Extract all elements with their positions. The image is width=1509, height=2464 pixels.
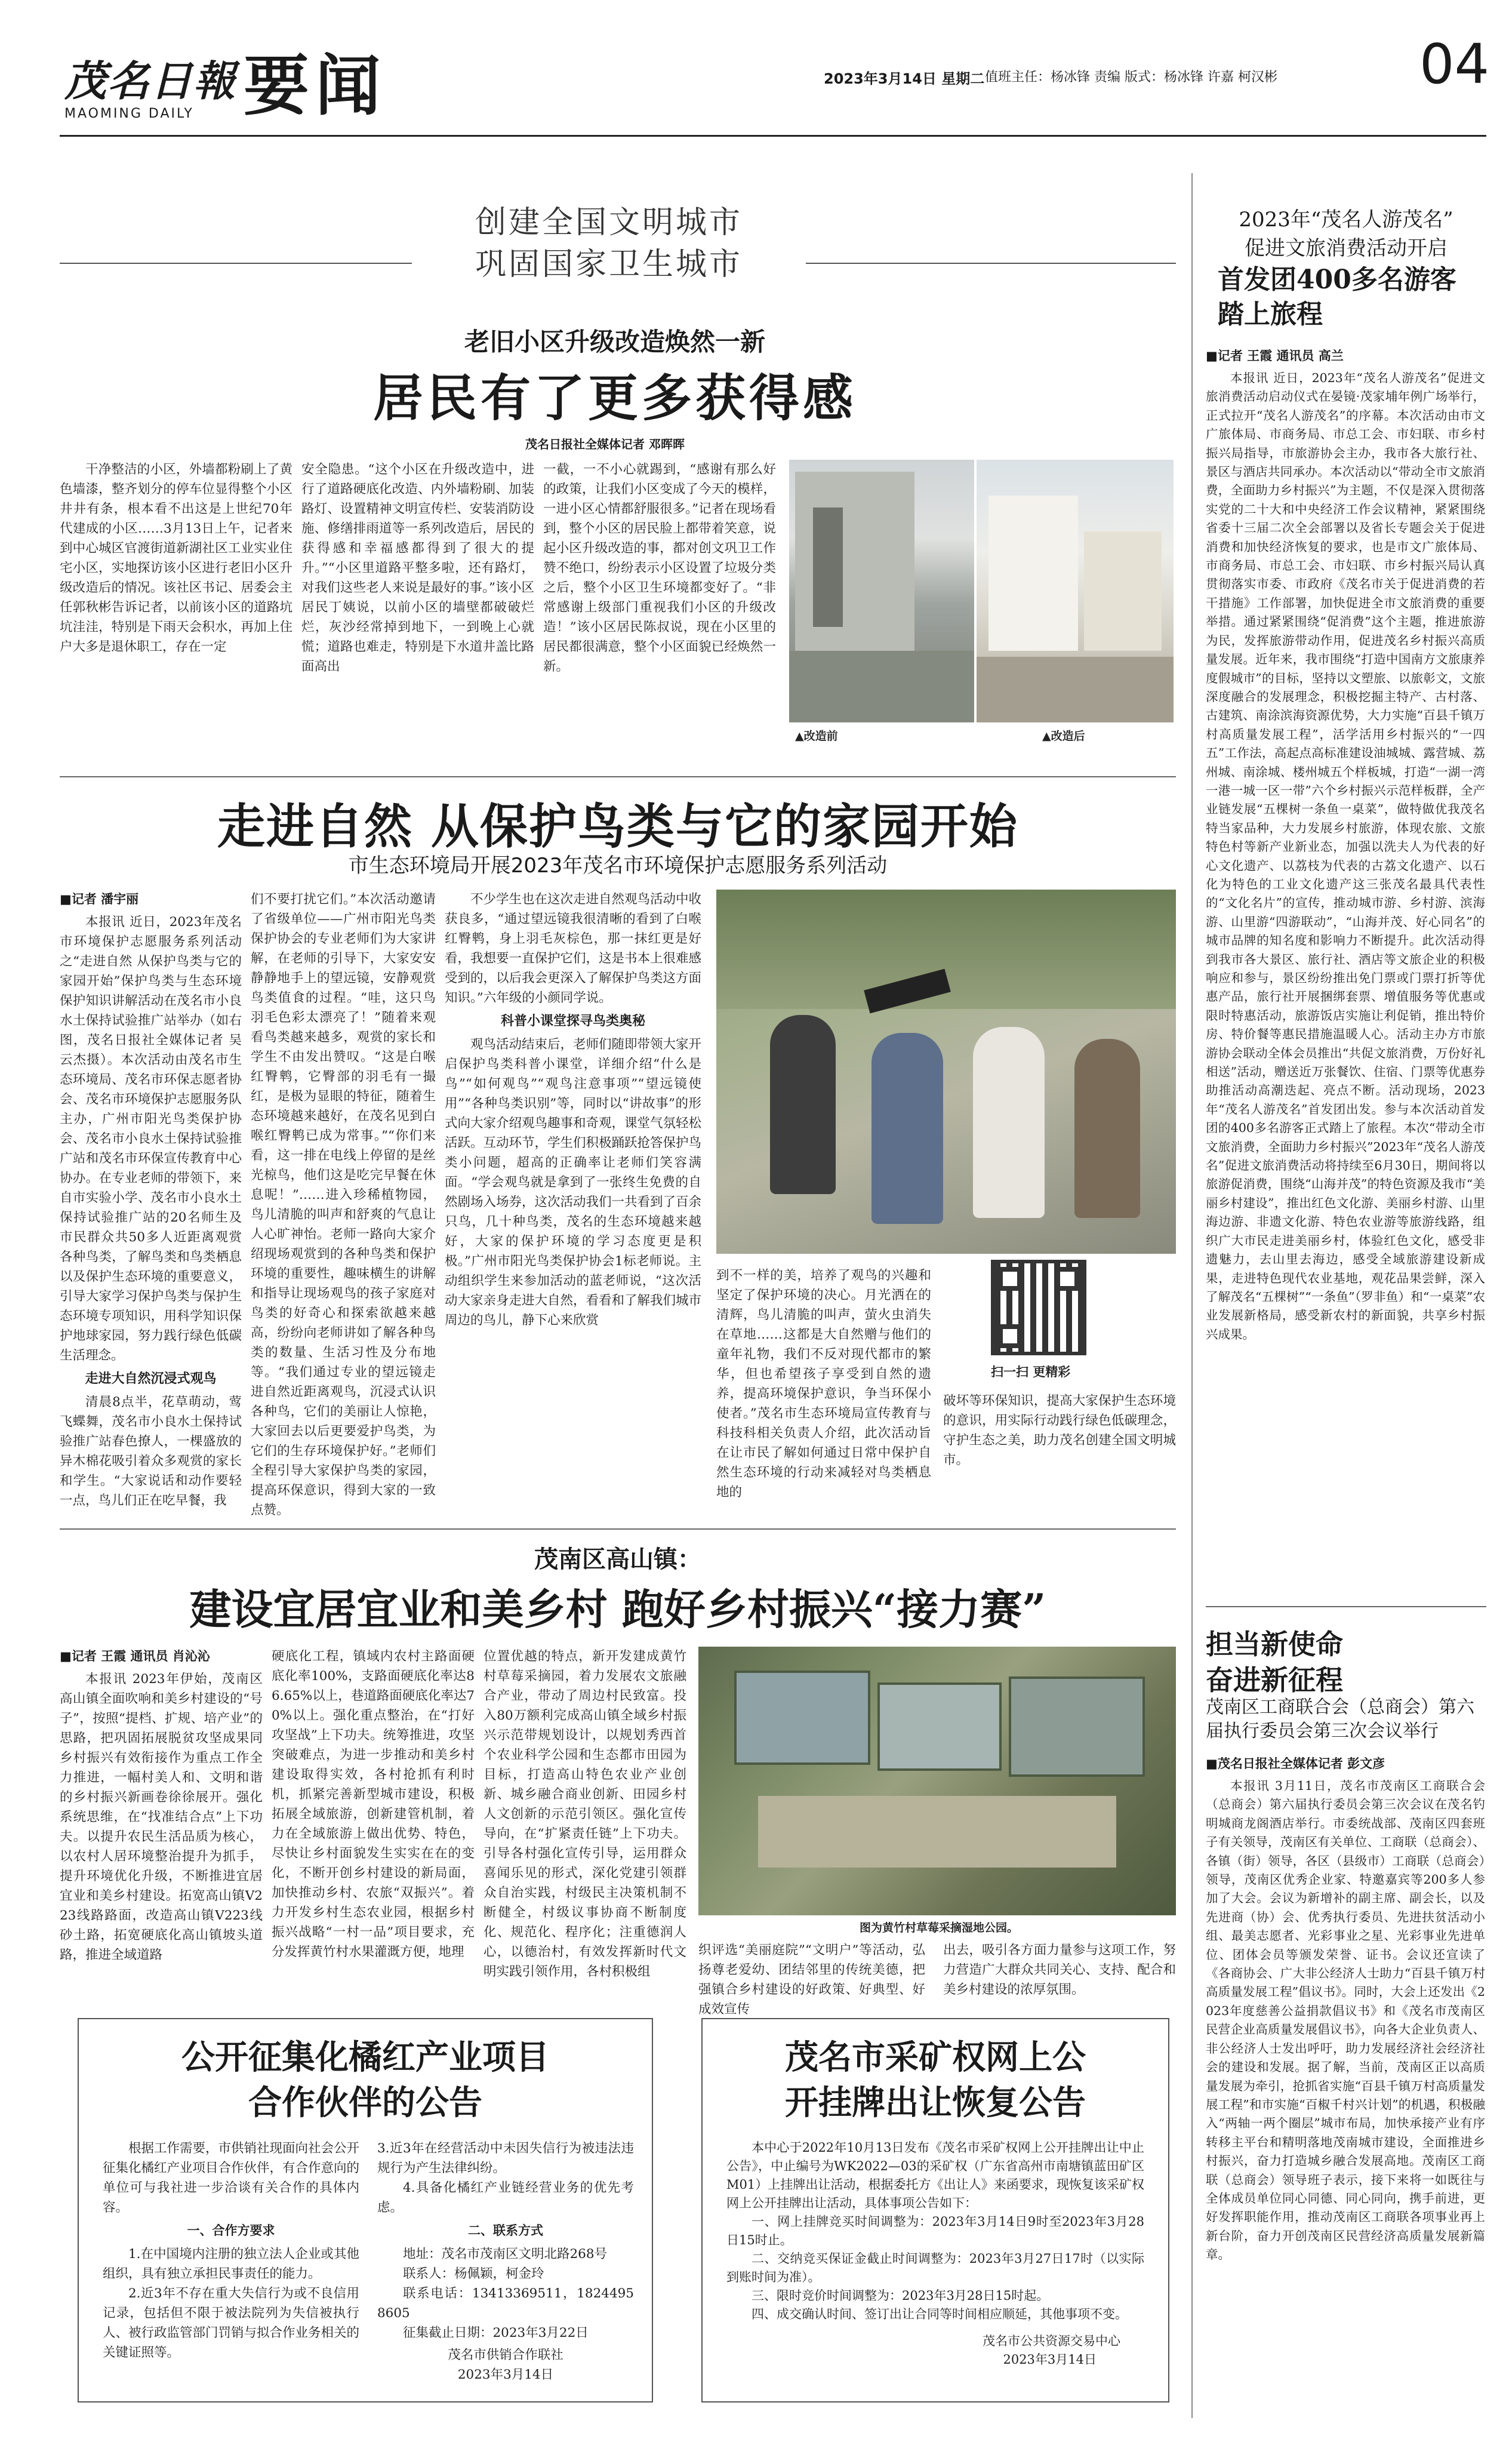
article-3-col-5: 出去，吸引各方面力量参与这项工作，努力营造广大群众共同关心、支持、配合和美乡村建设的浓厚氛围。	[943, 1943, 1176, 1997]
paper-logo	[64, 57, 244, 122]
rule-after-article-1	[60, 776, 1176, 777]
article-1-byline: 茂名日报社全媒体记者 邓晖晖	[525, 437, 685, 451]
editors-line: 值班主任：杨冰锋 责编 版式：杨冰锋 许嘉 柯汉彬	[985, 70, 1277, 85]
notice-2	[701, 2018, 1169, 2403]
notice-2-title-2: 开挂牌出让恢复公告	[785, 2083, 1086, 2122]
section-title: 要闻	[244, 48, 387, 124]
article-3-byline: ■记者 王霞 通讯员 肖沁沁	[60, 1649, 210, 1663]
notice-1-title-2: 合作伙伴的公告	[248, 2083, 482, 2122]
masthead-rule	[60, 135, 1486, 137]
page-number: 04	[1419, 32, 1490, 96]
notice-2-title-1: 茂名市采矿权网上公	[785, 2038, 1086, 2077]
sidebar-1-headline: 首发团400多名游客踏上旅程	[1218, 264, 1456, 330]
qr-caption: 扫一扫 更精彩	[991, 1365, 1071, 1379]
article-3-col-2: 硬底化工程，镇域内农村主路面硬底化率100%，支路面硬底化率达86.65%以上，巷道路面硬底化率达70%以上。强化重点整治，在“打好攻坚战”上下功夫。统筹推进，攻坚突破难点，为进一步推动和美乡村建设取得实效，各村抢抓有利时机，抓紧完善新型城市建设，积极拓展全域旅游，创新建管机制，着力在全域旅游上做出优势、特色，尽快让乡村面貌发生实实在在的变化，不断开创乡村建设的新局面，加快推动乡村、农旅“双振兴”。着力开发乡村生态农业园，根据乡村振兴战略“一村一品”项目要求，充分发挥黄竹村水果灌溉方便，地理	[272, 1649, 475, 1959]
sidebar-1-byline: ■记者 王霞 通讯员 高兰	[1206, 349, 1344, 363]
sidebar-2-headline-2: 奋进新征程	[1206, 1664, 1343, 1696]
article-3-col-3: 位置优越的特点，新开发建成黄竹村草莓采摘园，着力发展农文旅融合产业，带动了周边村民致富。投入80万额利完成高山镇全域乡村振兴示范带规划设计，以规划秀西首个农业科学公园和生态都市田园为目标，打造高山特色农业产业创新、城乡融合商业创新、田园乡村人文创新的示范引领区。强化宣传导向，在“扩紧责任链”上下功夫。引导各村强化宣传引导，运用群众喜闻乐见的形式，深化党建引领群众自治实践，村级民主决策机制不断健全，村级议事协商不断制度化、规范化、程序化；注重德润人心，以德治村，有效发挥新时代文明实践引领作用，各村积极组	[484, 1649, 686, 1979]
qr-code[interactable]	[991, 1260, 1086, 1355]
article-3-kicker: 茂南区高山镇：	[534, 1545, 701, 1573]
paper-name: 茂名日報	[64, 56, 236, 106]
rule-after-article-2	[60, 1528, 1176, 1530]
article-3-headline: 建设宜居宜业和美乡村 跑好乡村振兴“接力赛”	[189, 1585, 1046, 1634]
sidebar-1-body: 本报讯 近日，2023年“茂名人游茂名”促进文旅消费活动启动仪式在晏镜·茂家埔年例广场举行，正式拉开“茂名人游茂名”的序幕。本次活动由市文广旅体局、市商务局、市总工会、市妇联、市乡村振兴局指导，市旅游协会主办，我市各大旅行社、景区与酒店共同承办。本次活动以“带动全市文旅消费，全面助力乡村振兴”为主题，不仅是深入贯彻落实党的二十大和中央经济工作会议精神，紧紧围绕省委十三届二次全会部署以及省长专题会关于促进消费和加快经济恢复的要求，也是市文广旅体局、市商务局、市总工会、市妇联、市乡村振兴局认真贯彻落实市委、市政府《茂名市关于促进消费的若干措施》工作部署，加快促进全市文旅消费的重要举措。通过紧紧围绕“促消费”这个主题，推进旅游为民，发挥旅游带动作用，促进茂名乡村振兴高质量发展。近年来，我市围绕“打造中国南方文旅康养度假城市”的目标，坚持以文塑旅、以旅彰文，文旅深度融合的发展理念，积极挖掘主特产、古村落、古建筑、南涂滨海资源优势，大力实施“百县千镇万村高质量发展工程”，活学活用乡村振兴的“一四五”工作法，高起点高标准建设油城城、露营城、荔州城、南涂城、楼州城五个样板城，打造“一湖一湾一港一城一区一带”六个乡村振兴示范样板群，全产业链发展“五棵树一条鱼一桌菜”，做特做优我茂名特当家品种，大力发展乡村旅游，体现农旅、文旅特色村等新产业新业态，加强以洗夫人为代表的好心文化遗产、以荔枝为代表的古荔文化遗产、以石化为特色的工业文化遗产这三张茂名最具代表性的“文化名片”的宣传，推动城市游、乡村游、滨海游、山里游“四游联动”，“山海并茂、好心同名”的城市品牌的知名度和影响力不断提升。此次活动得到我市各大景区、旅行社、酒店等文旅企业的积极响应和参与，景区纷纷推出免门票或门票打折等优惠产品，旅行社开展捆绑套票、增值服务等优惠或限时特惠活动，旅游饭店实施让利促销，推出特价房、特价餐等惠民措施温暖人心。活动主办方市旅游协会联动全体会员推出“共促文旅消费，万份好礼相送”活动，赠送近万张餐饮、住宿、门票等优惠券助推活动高潮迭起、亮点不断。活动现场，2023年“茂名人游茂名”首发团出发。参与本次活动首发团的400多名游客正式踏上了旅程。本次“带动全市文旅消费，全面助力乡村振兴”2023年“茂名人游茂名”促进文旅消费活动将持续至6月30日，期间将以旅游促消费，围绕“山海并茂”的特色资源及我市“美丽乡村建设”，推出红色文化游、美丽乡村游、山里海边游、非遗文化游、特色农业游等旅游线路，组织广大市民走进美丽乡村，体验红色文化，感受非遗魅力，去山里去海边，感受全域旅游建设新成果，走进特色现代农业基地，观花品果尝鲜，深入了解茂名“五棵树”“一条鱼”（罗非鱼）和“一桌菜”农业发展新格局，感受新农村的新面貌，共享乡村振兴成果。	[1206, 371, 1485, 1342]
photo-before	[789, 460, 974, 722]
article-2-col-5: 破坏等环保知识，提高大家保护生态环境的意识，用实际行动践行绿色低碳理念，守护生态之美，助力茂名创建全国文明城市。	[943, 1394, 1176, 1468]
notice-2-body: 本中心于2022年10月13日发布《茂名市采矿权网上公开挂牌出让中止公告》，中止编号为WK2022—03的采矿权（广东省高州市南塘镇蓝田矿区M01）上挂牌出让活动，根据委托方《出让人》来函要求，现恢复该采矿权网上公开挂牌出让活动，具体事项公告如下： 一、网上挂牌竞买时间调整为：2023年3月14日9时至2023年3月28日15时止。 二、交纳竞买保证金截止时间调整为：2023年3月27日17时（以实际到账时间为准）。 三、限时竞价时间调整为：2023年3月28日15时起。 四、成交确认时间、签订出让合同等时间相应顺延，其他事项不变。 茂名市公共资源交易中心 2023年3月14日	[726, 2140, 1144, 2367]
sidebar-2-headline-1: 担当新使命	[1206, 1628, 1343, 1660]
sidebar-divider	[1191, 173, 1193, 2418]
article-1-col-1: 干净整洁的小区，外墙都粉刷上了黄色墙漆，整齐划分的停车位显得整个小区井井有条，根本看不出这是上世纪70年代建成的小区……3月13日上午，记者来到中心城区官渡街道新湖社区工业实业住宅小区，实地探访该小区进行老旧小区升级改造后的情况。该社区书记、居委会主任郭秋彬告诉记者，以前该小区的道路坑坑洼洼，特别是下雨天会积水，再加上住户大多是退休职工，存在一定	[60, 462, 292, 654]
caption-after: ▲改造后	[1042, 730, 1085, 743]
banner-rule-left	[60, 263, 412, 264]
notice-1	[78, 2018, 653, 2403]
sidebar-1-kicker-2: 促进文旅消费活动开启	[1245, 236, 1448, 260]
article-1-headline: 居民有了更多获得感	[372, 368, 857, 427]
article-2-byline: ■记者 潘宇丽	[60, 892, 139, 906]
article-2-headline: 走进自然 从保护鸟类与它的家园开始	[217, 798, 1018, 854]
notice-1-title-1: 公开征集化橘红产业项目	[181, 2038, 549, 2077]
article-3-col-1: 本报讯 2023年伊始，茂南区高山镇全面吹响和美乡村建设的“号子”，按照“提档、扩规、培产业”的思路，把巩固拓展脱贫攻坚成果同乡村振兴有效衔接作为重点工作全力推进，一幅村美人和、文明和谐的乡村振兴新画卷徐徐展开。强化系统思维，在“找准结合点”上下功夫。以提升农民生活品质为核心，以农村人居环境整治提升为抓手，提升环境优化升级，不断推进宜居宜业和美乡村建设。拓宽高山镇V223线路路面，改造高山镇V223线砂土路，拓宽硬底化高山镇坡头道路，推进全域道路	[60, 1672, 263, 1962]
aerial-caption: 图为黄竹村草莓采摘湿地公园。	[860, 1921, 1019, 1934]
notice-1-left: 根据工作需要，市供销社现面向社会公开征集化橘红产业项目合作伙伴，有合作意向的单位可与我社进一步洽谈有关合作的具体内容。 一、合作方要求 1.在中国境内注册的独立法人企业或其他组织，具有独立承担民事责任的能力。 2.近3年不存在重大失信行为或不良信用记录，包括但不限于被法院列为失信被执行人、被行政监管部门罚销与拟合作业务相关的关键证照等。	[103, 2141, 360, 2360]
sidebar-2-subhead: 茂南区工商联合会（总商会）第六届执行委员会第三次会议举行	[1206, 1697, 1474, 1742]
article-2-subhead: 市生态环境局开展2023年茂名市环境保护志愿服务系列活动	[348, 854, 888, 878]
caption-before: ▲改造前	[795, 730, 838, 743]
sidebar-1-kicker-1: 2023年“茂名人游茂名”	[1239, 208, 1453, 232]
article-2-col-2: 们不要打扰它们。”本次活动邀请了省级单位——广州市阳光鸟类保护协会的专业老师们为大家讲解，在老师的引导下，大家安安静静地手上的望远镜，安静观赏鸟类值食的过程。“哇，这只鸟羽毛色彩太漂亮了！”随着来观看鸟类越来越多，观赏的家长和学生不由发出赞叹。“这是白喉红臀鹎，它臀部的羽毛有一撮红，是极为显眼的特征，随着生态环境越来越好，在茂名见到白喉红臀鹎已成为常事。”“你们来看，这一排在电线上停留的是丝光椋鸟，他们这是吃完早餐在休息呢！”……进入珍稀植物园，鸟儿清脆的叫声和舒爽的气息让人心旷神怡。老师一路向大家介绍现场观赏到的各种鸟类和保护环境的重要性，趣味横生的讲解和指导让现场观鸟的孩子家庭对鸟类的好奇心和探索欲越来越高，纷纷向老师讲如了解各种鸟类的数量、生活习性及分布地等。“我们通过专业的望远镜走进自然近距离观鸟，沉浸式认识各种鸟，它们的美丽让人惊艳，大家回去以后更要爱护鸟类，为它们的生存环境保护好。”老师们全程引导大家保护鸟类的家园，提高环保意识，得到大家的一致点赞。	[251, 892, 436, 1518]
article-2-col-1: 本报讯 近日，2023年茂名市环境保护志愿服务系列活动之“走进自然 从保护鸟类与它的家园开始”保护鸟类与生态环境保护知识讲解活动在茂名市小良水土保持试验推广站举办（如右图，茂名日报社全媒体记者 吴云杰摄）。本次活动由茂名市生态环境局、茂名市环保志愿者协会、茂名市环境保护志愿服务队主办，广州市阳光鸟类保护协会、茂名市小良水土保持试验推广站和茂名市环保宣传教育中心协办。在专业老师的带领下，来自市实验小学、茂名市小良水土保持试验推广站的20名师生及市民群众共50多人近距离观赏各种鸟类，了解鸟类和鸟类栖息以及保护生态环境的重要意义，引导大家学习保护鸟类与保护生态环境专项知识，用科学知识保护地球家园，努力践行绿色低碳生活理念。 走进大自然沉浸式观鸟 清晨8点半，花草萌动，莺飞蝶舞，茂名市小良水土保持试验推广站春色撩人，一棵盛放的异木棉花吸引着众多观赏的家长和学生。“大家说话和动作要轻一点，鸟儿们正在吃早餐，我	[60, 915, 242, 1508]
notice-1-right: 3.近3年在经营活动中未因失信行为被违法违规行为产生法律纠纷。 4.具备化橘红产业链经营业务的优先考虑。 二、联系方式 地址：茂名市茂南区文明北路268号 联系人：杨佩颖，柯金玲 联系电话：13413369511，18244958605 征集截止日期：2023年3月22日 茂名市供销合作联社 2023年3月14日	[377, 2141, 634, 2382]
campaign-line-1: 创建全国文明城市	[475, 205, 743, 241]
paper-name-en: MAOMING DAILY	[64, 106, 194, 121]
article-1-kicker: 老旧小区升级改造焕然一新	[464, 327, 765, 356]
article-2-col-4: 到不一样的美，培养了观鸟的兴趣和坚定了保护环境的决心。月光洒在的清辉，鸟儿清脆的叫声，萤火虫消失在草地……这都是大自然赠与他们的童年礼物，我们不反对现代都市的繁华，但也希望孩子享受到自然的遗养，提高环境保护意识，争当环保小使者。”茂名市生态环境局宣传教育与科技科相关负责人介绍，此次活动旨在让市民了解如何通过日常中保护自然生态环境的行动来减轻对鸟类栖息地的	[716, 1268, 931, 1500]
article-2-subhead-1: 走进大自然沉浸式观鸟	[85, 1371, 217, 1386]
article-1-col-2: 安全隐患。“这个小区在升级改造中，进行了道路硬底化改造、内外墙粉刷、加装路灯、设置精神文明宣传栏、安装消防设施、修缮排雨道等一系列改造后，居民的获得感和幸福感都得到了很大的提升。”“小区里道路平整多啦，还有路灯，对我们这些老人来说是最好的事。”该小区居民丁姨说，以前小区的墙壁都破破烂烂，灰沙经常掉到地下，一到晚上心就慌；道路也难走，特别是下水道井盖比路面高出	[301, 462, 534, 674]
photo-aerial	[698, 1647, 1176, 1915]
photo-after	[977, 460, 1174, 722]
sidebar-2-body: 本报讯 3月11日，茂名市茂南区工商联合会（总商会）第六届执行委员会第三次会议在茂名钓明城商龙阁酒店举行。市委统战部、茂南区四套班子有关领导，茂南区有关单位、工商联（总商会）、各镇（街）领导，各区（县级市）工商联（总商会）领导，茂南区优秀企业家、特邀嘉宾等200多人参加了大会。会议为新增补的副主席、副会长，以及先进商（协）会、优秀执行委员、先进扶贫活动小组、最美志愿者、光彩事业之星、光彩事业先进单位、团体会员等颁发荣誉、证书。会议还宣读了《各商协会、广大非公经济人士助力“百县千镇万村高质量发展工程”倡议书》。同时，大会上还发出《2023年度慈善公益捐款倡议书》和《茂名市茂南区民营企业高质量发展倡议书》，向各大企业负责人、非公经济人士发出呼吁，助力发展经济社会经济社会的建设和发展。据了解，当前，茂南区正以高质量发展为牵引，抢抓省实施“百县千镇万村高质量发展工程”和市实施“百椒千村兴计划”的机遇，积极融入“两轴一两个圈层”城市布局，加快承接产业有序转移主平台和精明落地茂南城市建设，全面推进乡村振兴，奋力打造城乡融合发展高地。茂南区工商联（总商会）领导班子表示，接下来将一如既往与全体成员单位同心同德、同心同向，携手前进，更好发挥职能作用，推动茂南区工商联各项事业再上新台阶，奋力开创茂南区民营经济高质量发展新篇章。	[1206, 1779, 1485, 2262]
date-line: 2023年3月14日 星期二	[824, 70, 985, 87]
article-1-col-3: 一截，一不小心就踢到，“感谢有那么好的政策，让我们小区变成了今天的模样，一进小区心情都舒服很多。”记者在现场看到，整个小区的居民脸上都带着笑意，说起小区升级改造的事，都对创文巩卫工作赞不绝口，纷纷表示小区设置了垃圾分类之后，整个小区卫生环境都变好了。“非常感谢上级部门重视我们小区的升级改造！”该小区居民陈叔说，现在小区里的居民都很满意，整个小区面貌已经焕然一新。	[543, 462, 776, 674]
banner-rule-right	[806, 263, 1176, 264]
article-3-col-4: 织评选“美丽庭院”“文明户”等活动，弘扬尊老爱幼、团结邻里的传统美德，把强镇合乡村建设的好政策、好典型、好成效宣传	[698, 1943, 925, 2017]
article-2-col-3: 不少学生也在这次走进自然观鸟活动中收获良多，“通过望远镜我很清晰的看到了白喉红臀鹎，身上羽毛灰棕色，那一抹红更是好看，我想要一直保护它们，这是书本上很难感受到的，以后我会更深入了解保护鸟类这方面知识。”六年级的小颜同学说。 科普小课堂探寻鸟类奥秘 观鸟活动结束后，老师们随即带领大家开启保护鸟类科普小课堂，详细介绍“什么是鸟”“如何观鸟”“观鸟注意事项”“望远镜使用”“各种鸟类识别”等，同时以“讲故事”的形式向大家介绍观鸟趣事和奇观，课堂气氛轻松活跃。互动环节，学生们积极踊跃抢答保护鸟类小问题，超高的正确率让老师们笑容满面。“学会观鸟就是拿到了一张终生免费的自然剧场入场券，这次活动我们一共看到了百余只鸟，几十种鸟类，茂名的生态环境越来越好，大家的保护环境的学习态度更是积极。”广州市阳光鸟类保护协会1标老师说。主动组织学生来参加活动的蓝老师说，“这次活动大家亲身走进大自然，看看和了解我们城市周边的鸟儿，静下心来欣赏	[445, 892, 702, 1328]
sidebar-2-byline: ■茂名日报社全媒体记者 彭文彦	[1206, 1757, 1385, 1771]
campaign-line-2: 巩固国家卫生城市	[475, 247, 743, 282]
article-2-subhead-2: 科普小课堂探寻鸟类奥秘	[500, 1014, 645, 1029]
rule-sidebar	[1206, 1606, 1486, 1607]
photo-birdwatching	[716, 890, 1176, 1254]
